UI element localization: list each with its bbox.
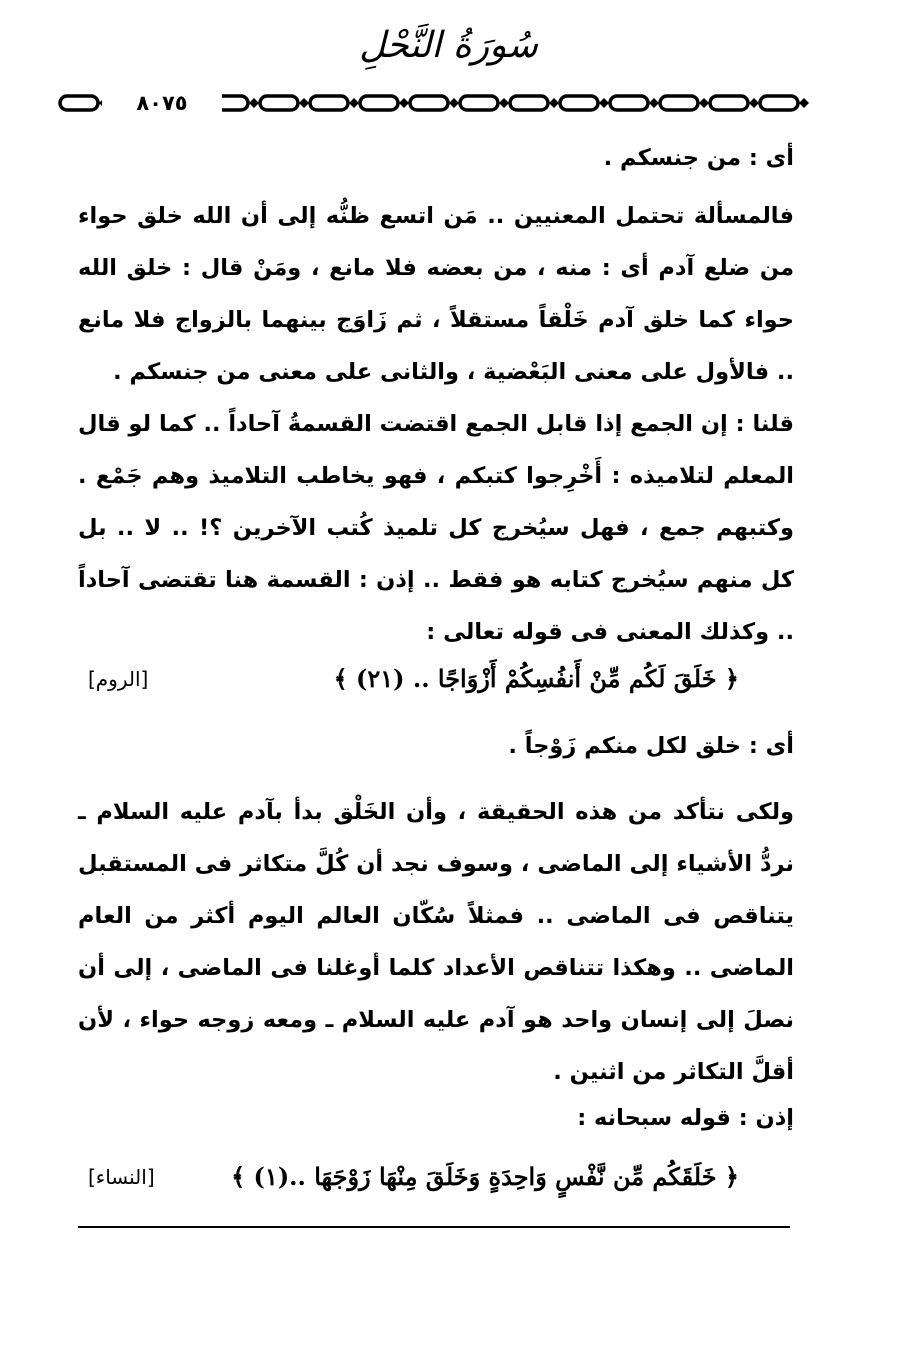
paragraph-6: إذن : قوله سبحانه : [577,1105,794,1131]
chain-link [510,96,548,110]
chain-link [710,96,748,110]
diamond-ornament [699,98,709,108]
diamond-ornament [549,98,559,108]
diamond-ornament [799,98,809,108]
quran-verse: ﴿ خَلَقَكُم مِّن نَّفْسٍ وَاحِدَةٍ وَخَلَقَ مِنْهَا زَوْجَهَا ..(١) ﴾ [231,1162,739,1191]
chain-link [310,96,348,110]
chain-link [360,96,398,110]
diamond-ornament [249,98,259,108]
surah-title: سُورَةُ النَّحْلِ [359,25,538,66]
decorative-border [58,92,828,114]
diamond-ornament [399,98,409,108]
verse-line-1 [78,656,794,702]
paragraph-2: فالمسألة تحتمل المعنيين .. مَن اتسع ظنُّه إلى أن الله خلق حواء من ضلع آدم أى : منه ، من بعضه فلا مانع ، ومَنْ قال : خلق الله حواء كما خلق آدم خَلْقاً مستقلاً ، ثم زَاوَج بينهما بالزواج فلا مانع .. فالأول على معنى البَعْضية ، والثانى على معنى من جنسكم . [78,203,794,385]
footer-rule [78,1226,790,1228]
paragraph-4: أى : خلق لكل منكم زَوْجاً . [508,733,794,759]
paragraph-3: قلنا : إن الجمع إذا قابل الجمع اقتضت القسمةُ آحاداً .. كما لو قال المعلم لتلاميذه : أَخْرِجوا كتبكم ، فهو يخاطب التلاميذ وهم جَمْع . وكتبهم جمع ، فهل سيُخرج كل تلميذ كُتب الآخرين ؟! .. لا .. بل كل منهم سيُخرج كتابه هو فقط .. إذن : القسمة هنا تقتضى آحاداً .. وكذلك المعنى فى قوله تعالى : [78,411,794,645]
verse-reference: [الروم] [88,667,149,691]
diamond-ornament [749,98,759,108]
chain-link [660,96,698,110]
diamond-ornament [299,98,309,108]
chain-link [260,96,298,110]
chain-link [760,96,798,110]
paragraph-5: ولكى نتأكد من هذه الحقيقة ، وأن الخَلْق بدأ بآدم عليه السلام ـ نردُّ الأشياء إلى الماضى ، وسوف نجد أن كُلَّ متكاثر فى المستقبل يتناقص فى الماضى .. فمثلاً سُكّان العالم اليوم أكثر من العام الماضى .. وهكذا تتناقص الأعداد كلما أوغلنا فى الماضى ، إلى أن نصلَ إلى إنسان واحد هو آدم عليه السلام ـ ومعه زوجه حواء ، لأن أقلَّ التكاثر من اثنين . [78,799,794,1085]
verse-line-2 [78,1154,794,1200]
diamond-ornament [499,98,509,108]
page-number: ٨٠٧٥ [102,92,222,114]
verse-reference: [النساء] [88,1165,155,1189]
chain-link [410,96,448,110]
chain-link [560,96,598,110]
paragraph-1: أى : من جنسكم . [603,145,794,171]
diamond-ornament [349,98,359,108]
diamond-ornament [599,98,609,108]
chain-link [60,96,98,110]
chain-link [460,96,498,110]
diamond-ornament [449,98,459,108]
chain-link [610,96,648,110]
quran-verse: ﴿ خَلَقَ لَكُم مِّنْ أَنفُسِكُمْ أَزْوَاجًا .. (٢١) ﴾ [333,664,739,693]
diamond-ornament [649,98,659,108]
